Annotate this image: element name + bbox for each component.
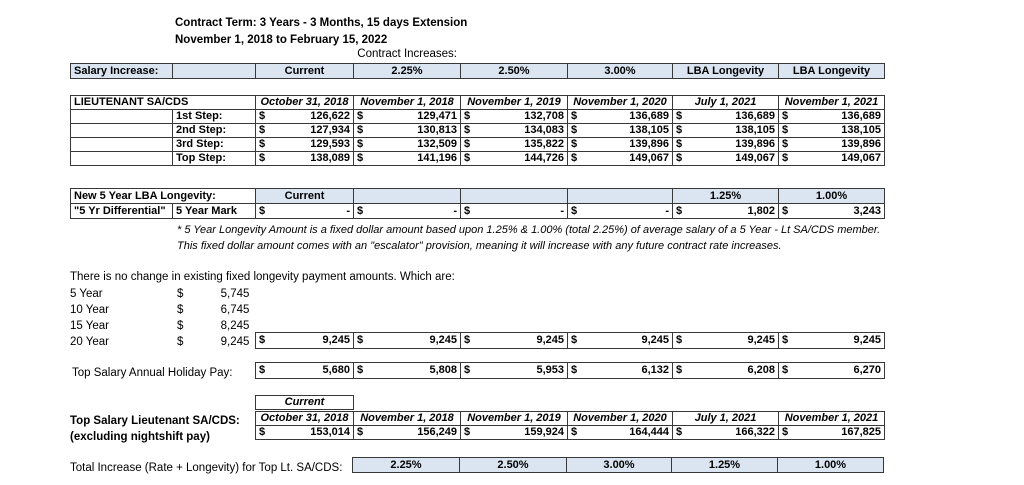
step-row xyxy=(71,124,885,138)
step-row-label: 3rd Step: xyxy=(173,138,256,152)
salary-value: 129,471 xyxy=(417,110,457,122)
currency-symbol: $ xyxy=(464,334,471,346)
amount-value: - xyxy=(560,204,565,217)
amount-value: - xyxy=(346,204,351,217)
currency-symbol: $ xyxy=(676,364,683,376)
fixed-longevity-label: 10 Year xyxy=(70,304,110,316)
salary-cell xyxy=(568,110,673,124)
salary-value: 136,689 xyxy=(629,110,669,122)
salary-value: 139,896 xyxy=(841,138,881,150)
top-salary-label-line1: Top Salary Lieutenant SA/CDS: xyxy=(70,415,240,427)
salary-cell xyxy=(354,152,461,166)
salary-value: 132,509 xyxy=(417,138,457,150)
currency-symbol: $ xyxy=(357,152,364,164)
currency-symbol: $ xyxy=(177,304,184,316)
currency-symbol: $ xyxy=(676,426,683,438)
currency-symbol: $ xyxy=(571,138,578,150)
amount-cell xyxy=(568,204,673,219)
amount-value: 3,243 xyxy=(853,204,882,217)
top-salary-values-row xyxy=(256,426,885,440)
salary-value: 149,067 xyxy=(841,152,881,164)
salary-value: 149,067 xyxy=(629,152,669,164)
currency-symbol: $ xyxy=(357,364,364,376)
currency-symbol: $ xyxy=(782,110,789,122)
amount-cell xyxy=(779,363,885,379)
currency-symbol: $ xyxy=(571,426,578,438)
salary-value: 144,726 xyxy=(524,152,564,164)
lba-longevity-title: New 5 Year LBA Longevity: xyxy=(71,189,256,204)
current-cell-table xyxy=(255,395,354,410)
twenty-year-row-table xyxy=(255,332,885,349)
column-header-date: November 1, 2020 xyxy=(568,96,673,110)
amount-value: 9,245 xyxy=(322,334,350,346)
salary-cell xyxy=(256,152,354,166)
salary-cell xyxy=(779,426,885,440)
salary-value: 159,924 xyxy=(524,426,564,438)
currency-symbol: $ xyxy=(676,152,683,164)
lba-header-cell: 1.00% xyxy=(779,189,885,204)
currency-symbol: $ xyxy=(676,124,683,136)
currency-symbol: $ xyxy=(782,334,789,346)
salary-cell xyxy=(673,110,779,124)
fixed-longevity-intro: There is no change in existing fixed longevity payment amounts. Which are: xyxy=(70,271,455,283)
fixed-longevity-amount: 8,245 xyxy=(220,320,250,332)
salary-cell xyxy=(779,124,885,138)
currency-symbol: $ xyxy=(464,124,471,136)
amount-value: 1,802 xyxy=(747,204,776,217)
lba-header-cell xyxy=(568,189,673,204)
salary-cell xyxy=(779,152,885,166)
currency-symbol: $ xyxy=(357,334,364,346)
salary-increase-row xyxy=(71,64,885,79)
longevity-footnote-line2: This fixed dollar amount comes with an "escalator" provision, meaning it will increase with any future contract rate increases. xyxy=(177,240,782,252)
salary-value: 167,825 xyxy=(841,426,881,438)
salary-value: 166,322 xyxy=(735,426,775,438)
currency-symbol: $ xyxy=(571,152,578,164)
salary-value: 138,105 xyxy=(629,124,669,136)
salary-value: 139,896 xyxy=(735,138,775,150)
fixed-longevity-item xyxy=(70,335,249,350)
salary-value: 138,089 xyxy=(310,152,350,164)
salary-cell xyxy=(568,124,673,138)
total-increase-cell: 3.00% xyxy=(567,458,672,473)
currency-symbol: $ xyxy=(676,204,683,217)
amount-cell xyxy=(568,333,673,349)
fixed-longevity-amount: 5,745 xyxy=(220,288,250,300)
amount-cell xyxy=(256,333,354,349)
salary-cell xyxy=(673,124,779,138)
currency-symbol: $ xyxy=(177,320,184,332)
salary-cell xyxy=(354,110,461,124)
total-increase-cell: 2.25% xyxy=(353,458,460,473)
amount-value: 9,245 xyxy=(536,334,564,346)
step-row-label: 1st Step: xyxy=(173,110,256,124)
salary-cell xyxy=(354,124,461,138)
currency-symbol: $ xyxy=(357,110,364,122)
amount-cell xyxy=(461,333,568,349)
lba-header-cell xyxy=(354,189,461,204)
currency-symbol: $ xyxy=(259,364,266,376)
current-cell-row xyxy=(256,396,354,410)
amount-value: 5,680 xyxy=(322,364,350,376)
total-increase-cell: 1.25% xyxy=(672,458,778,473)
total-increase-cell: 2.50% xyxy=(460,458,567,473)
fixed-longevity-label: 15 Year xyxy=(70,320,110,332)
salary-value: 164,444 xyxy=(629,426,669,438)
currency-symbol: $ xyxy=(357,426,364,438)
column-header-date: November 1, 2019 xyxy=(461,412,568,426)
currency-symbol: $ xyxy=(259,152,266,164)
currency-symbol: $ xyxy=(177,336,184,348)
amount-cell xyxy=(568,363,673,379)
currency-symbol: $ xyxy=(782,138,789,150)
step-row xyxy=(71,138,885,152)
step-row-label: 2nd Step: xyxy=(173,124,256,138)
currency-symbol: $ xyxy=(464,364,471,376)
five-yr-differential-label: "5 Yr Differential" xyxy=(71,204,173,219)
fixed-longevity-label: 5 Year xyxy=(70,288,103,300)
currency-symbol: $ xyxy=(571,204,578,217)
salary-cell xyxy=(673,426,779,440)
five-year-mark-label: 5 Year Mark xyxy=(173,204,256,219)
salary-cell xyxy=(461,138,568,152)
column-header-date: November 1, 2018 xyxy=(354,412,461,426)
spacer-cell xyxy=(71,124,173,138)
total-increase-cell: 1.00% xyxy=(778,458,884,473)
amount-cell xyxy=(461,204,568,219)
holiday-pay-row xyxy=(256,363,885,379)
step-row-label: Top Step: xyxy=(173,152,256,166)
salary-value: 138,105 xyxy=(841,124,881,136)
amount-value: 9,245 xyxy=(747,334,775,346)
salary-cell xyxy=(461,152,568,166)
fixed-longevity-amount: 9,245 xyxy=(220,336,250,348)
holiday-pay-label: Top Salary Annual Holiday Pay: xyxy=(72,367,233,379)
salary-cell xyxy=(354,138,461,152)
total-increase-label: Total Increase (Rate + Longevity) for Top Lt. SA/CDS: xyxy=(70,462,343,474)
amount-cell xyxy=(673,204,779,219)
five-yr-differential-row xyxy=(71,204,885,219)
currency-symbol: $ xyxy=(571,124,578,136)
amount-value: 9,245 xyxy=(429,334,457,346)
amount-cell xyxy=(354,363,461,379)
holiday-pay-table xyxy=(255,362,885,379)
lba-header-cell: Current xyxy=(256,189,354,204)
top-salary-header-row xyxy=(256,412,885,426)
salary-cell xyxy=(673,138,779,152)
currency-symbol: $ xyxy=(259,110,266,122)
salary-increase-cell: Current xyxy=(256,64,354,79)
salary-value: 126,622 xyxy=(310,110,350,122)
fixed-longevity-item xyxy=(70,303,249,318)
salary-value: 141,196 xyxy=(417,152,457,164)
salary-increase-cell: 3.00% xyxy=(568,64,673,79)
salary-value: 127,934 xyxy=(310,124,350,136)
salary-value: 129,593 xyxy=(310,138,350,150)
amount-value: 6,208 xyxy=(747,364,775,376)
lba-longevity-table xyxy=(70,188,885,219)
currency-symbol: $ xyxy=(571,110,578,122)
amount-cell xyxy=(256,363,354,379)
lba-longevity-header-row xyxy=(71,189,885,204)
amount-value: - xyxy=(453,204,458,217)
step-row xyxy=(71,110,885,124)
currency-symbol: $ xyxy=(177,288,184,300)
lieutenant-table-title: LIEUTENANT SA/CDS xyxy=(71,96,256,110)
amount-cell xyxy=(461,363,568,379)
salary-cell xyxy=(568,426,673,440)
salary-increase-blank-cell xyxy=(173,64,256,79)
currency-symbol: $ xyxy=(357,204,364,217)
column-header-date: October 31, 2018 xyxy=(256,96,354,110)
salary-increase-cell: 2.50% xyxy=(461,64,568,79)
amount-cell xyxy=(354,333,461,349)
salary-increase-cell: LBA Longevity xyxy=(673,64,779,79)
fixed-longevity-label: 20 Year xyxy=(70,336,110,348)
salary-value: 134,083 xyxy=(524,124,564,136)
currency-symbol: $ xyxy=(782,152,789,164)
fixed-longevity-item xyxy=(70,319,249,334)
currency-symbol: $ xyxy=(357,124,364,136)
currency-symbol: $ xyxy=(259,124,266,136)
salary-cell xyxy=(256,426,354,440)
amount-value: 9,245 xyxy=(853,334,881,346)
salary-value: 156,249 xyxy=(417,426,457,438)
column-header-date: November 1, 2020 xyxy=(568,412,673,426)
currency-symbol: $ xyxy=(676,334,683,346)
currency-symbol: $ xyxy=(782,364,789,376)
salary-cell xyxy=(461,426,568,440)
salary-cell xyxy=(354,426,461,440)
currency-symbol: $ xyxy=(782,124,789,136)
salary-increase-cell: LBA Longevity xyxy=(779,64,885,79)
currency-symbol: $ xyxy=(464,110,471,122)
top-salary-table xyxy=(255,411,885,440)
currency-symbol: $ xyxy=(782,426,789,438)
lba-header-cell xyxy=(461,189,568,204)
longevity-footnote-line1: * 5 Year Longevity Amount is a fixed dollar amount based upon 1.25% & 1.00% (total 2.25%) of average salary of a 5 Year - Lt SA/CDS member. xyxy=(177,224,881,236)
amount-cell xyxy=(256,204,354,219)
currency-symbol: $ xyxy=(676,110,683,122)
salary-value: 132,708 xyxy=(524,110,564,122)
salary-value: 130,813 xyxy=(417,124,457,136)
amount-value: - xyxy=(665,204,670,217)
amount-value: 5,808 xyxy=(429,364,457,376)
salary-value: 136,689 xyxy=(735,110,775,122)
spacer-cell xyxy=(71,152,173,166)
contract-increases-label: Contract Increases: xyxy=(357,48,457,60)
salary-value: 139,896 xyxy=(629,138,669,150)
currency-symbol: $ xyxy=(782,204,789,217)
salary-cell xyxy=(673,152,779,166)
currency-symbol: $ xyxy=(259,334,266,346)
currency-symbol: $ xyxy=(676,138,683,150)
lba-header-cell: 1.25% xyxy=(673,189,779,204)
amount-value: 5,953 xyxy=(536,364,564,376)
twenty-year-row xyxy=(256,333,885,349)
salary-value: 135,822 xyxy=(524,138,564,150)
salary-value: 138,105 xyxy=(735,124,775,136)
salary-value: 149,067 xyxy=(735,152,775,164)
column-header-date: November 1, 2018 xyxy=(354,96,461,110)
current-label-cell: Current xyxy=(256,396,354,410)
salary-cell xyxy=(568,152,673,166)
column-header-date: November 1, 2019 xyxy=(461,96,568,110)
column-header-date: July 1, 2021 xyxy=(673,412,779,426)
salary-cell xyxy=(779,110,885,124)
currency-symbol: $ xyxy=(259,204,266,217)
contract-term-line2: November 1, 2018 to February 15, 2022 xyxy=(175,34,388,46)
amount-value: 6,132 xyxy=(641,364,669,376)
fixed-longevity-item xyxy=(70,287,249,302)
amount-cell xyxy=(673,333,779,349)
currency-symbol: $ xyxy=(357,138,364,150)
salary-cell xyxy=(779,138,885,152)
salary-value: 136,689 xyxy=(841,110,881,122)
spacer-cell xyxy=(71,138,173,152)
salary-increase-label: Salary Increase: xyxy=(71,64,173,79)
column-header-date: November 1, 2021 xyxy=(779,412,885,426)
amount-value: 6,270 xyxy=(853,364,881,376)
currency-symbol: $ xyxy=(259,426,266,438)
column-header-date: November 1, 2021 xyxy=(779,96,885,110)
salary-cell xyxy=(256,124,354,138)
currency-symbol: $ xyxy=(259,138,266,150)
currency-symbol: $ xyxy=(571,334,578,346)
top-salary-label-line2: (excluding nightshift pay) xyxy=(70,431,210,443)
salary-increase-cell: 2.25% xyxy=(354,64,461,79)
salary-cell xyxy=(568,138,673,152)
salary-increase-table xyxy=(70,63,885,79)
total-increase-row xyxy=(353,458,884,473)
currency-symbol: $ xyxy=(464,426,471,438)
currency-symbol: $ xyxy=(464,204,471,217)
amount-cell xyxy=(673,363,779,379)
amount-value: 9,245 xyxy=(641,334,669,346)
salary-cell xyxy=(256,138,354,152)
salary-value: 153,014 xyxy=(310,426,350,438)
lieutenant-table xyxy=(70,95,885,166)
salary-cell xyxy=(256,110,354,124)
salary-cell xyxy=(461,110,568,124)
salary-cell xyxy=(461,124,568,138)
fixed-longevity-amount: 6,745 xyxy=(220,304,250,316)
total-increase-table xyxy=(352,457,884,473)
spacer-cell xyxy=(71,110,173,124)
currency-symbol: $ xyxy=(464,152,471,164)
lieutenant-header-row xyxy=(71,96,885,110)
currency-symbol: $ xyxy=(464,138,471,150)
column-header-date: July 1, 2021 xyxy=(673,96,779,110)
amount-cell xyxy=(779,333,885,349)
contract-term-line1: Contract Term: 3 Years - 3 Months, 15 days Extension xyxy=(175,17,468,29)
step-row xyxy=(71,152,885,166)
amount-cell xyxy=(779,204,885,219)
column-header-date: October 31, 2018 xyxy=(256,412,354,426)
amount-cell xyxy=(354,204,461,219)
currency-symbol: $ xyxy=(571,364,578,376)
